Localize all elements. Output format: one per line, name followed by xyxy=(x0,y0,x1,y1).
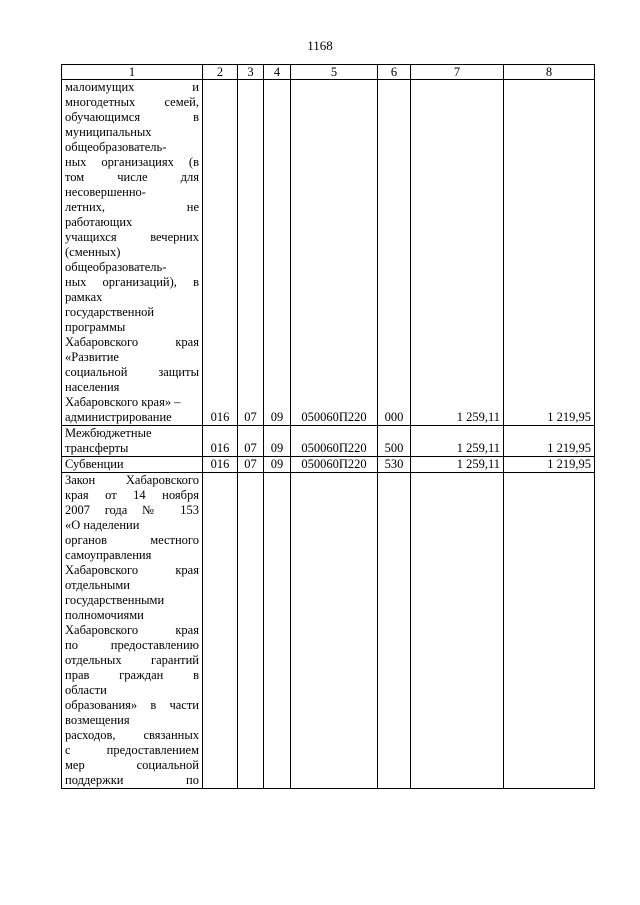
description-line: Хабаровского края xyxy=(65,563,199,577)
cell-col-6: 500 xyxy=(378,426,411,457)
description-line: государственной xyxy=(65,305,155,319)
col-header-6: 6 xyxy=(378,65,411,80)
cell-col-8: 1 219,95 xyxy=(504,457,595,473)
description-line: 2007 года № 153 xyxy=(65,503,199,517)
cell-col-6: 000 xyxy=(378,80,411,426)
col-header-2: 2 xyxy=(203,65,238,80)
description-line: с предоставлением xyxy=(65,743,199,757)
col-header-7: 7 xyxy=(411,65,504,80)
description-line: Хабаровского края xyxy=(65,335,199,349)
description-line: расходов, связанных xyxy=(65,728,199,742)
description-line: «Развитие xyxy=(65,350,119,364)
description-line: «О наделении xyxy=(65,518,140,532)
table-row xyxy=(62,426,595,457)
cell-col-5 xyxy=(291,473,378,789)
cell-col-6: 530 xyxy=(378,457,411,473)
cell-col-7: 1 259,11 xyxy=(411,457,504,473)
description-line: возмещения xyxy=(65,713,130,727)
description-line: администрирование xyxy=(65,410,172,424)
description-line: летних, не xyxy=(65,200,199,214)
description-line: самоуправления xyxy=(65,548,152,562)
description-line: том числе для xyxy=(65,170,199,184)
description-line: образования» в части xyxy=(65,698,199,712)
header-row xyxy=(62,65,595,80)
cell-col-4: 09 xyxy=(264,80,291,426)
description-line: обучающимся в xyxy=(65,110,199,124)
col-header-5: 5 xyxy=(291,65,378,80)
description-line: (сменных) xyxy=(65,245,121,259)
description-line: общеобразователь- xyxy=(65,140,167,154)
col-header-3: 3 xyxy=(238,65,264,80)
cell-col-3: 07 xyxy=(238,457,264,473)
cell-col-4: 09 xyxy=(264,457,291,473)
description-line: несовершенно- xyxy=(65,185,146,199)
budget-table xyxy=(61,64,595,789)
description-line: края от 14 ноября xyxy=(65,488,199,502)
description-line: программы xyxy=(65,320,126,334)
description-line: Субвенции xyxy=(65,457,124,471)
description-line: государственными xyxy=(65,593,165,607)
cell-col-5: 050060П220 xyxy=(291,80,378,426)
row-description xyxy=(62,457,203,473)
description-line: органов местного xyxy=(65,533,199,547)
cell-col-3: 07 xyxy=(238,80,264,426)
row-description xyxy=(62,80,203,426)
cell-col-3: 07 xyxy=(238,426,264,457)
cell-col-2: 016 xyxy=(203,80,238,426)
row-description xyxy=(62,473,203,789)
description-line: учащихся вечерних xyxy=(65,230,199,244)
cell-col-2: 016 xyxy=(203,426,238,457)
cell-col-2 xyxy=(203,473,238,789)
description-line: Хабаровского края xyxy=(65,623,199,637)
table-row xyxy=(62,80,595,426)
row-description xyxy=(62,426,203,457)
description-line: Закон Хабаровского xyxy=(65,473,199,487)
cell-col-8 xyxy=(504,473,595,789)
cell-col-6 xyxy=(378,473,411,789)
cell-col-2: 016 xyxy=(203,457,238,473)
cell-col-7 xyxy=(411,473,504,789)
description-line: ных организаций), в xyxy=(65,275,199,289)
description-line: Хабаровского края» – xyxy=(65,395,181,409)
cell-col-4 xyxy=(264,473,291,789)
description-line: полномочиями xyxy=(65,608,144,622)
col-header-1: 1 xyxy=(62,65,203,80)
description-line: отдельными xyxy=(65,578,130,592)
cell-col-8: 1 219,95 xyxy=(504,426,595,457)
table-row xyxy=(62,473,595,789)
description-line: поддержки по xyxy=(65,773,199,787)
cell-col-8: 1 219,95 xyxy=(504,80,595,426)
description-line: по предоставлению xyxy=(65,638,199,652)
cell-col-7: 1 259,11 xyxy=(411,80,504,426)
col-header-4: 4 xyxy=(264,65,291,80)
col-header-8: 8 xyxy=(504,65,595,80)
description-line: многодетных семей, xyxy=(65,95,199,109)
description-line: области xyxy=(65,683,107,697)
page-number: 1168 xyxy=(307,38,333,53)
description-line: работающих xyxy=(65,215,133,229)
table-row xyxy=(62,457,595,473)
description-line: ных организациях (в xyxy=(65,155,199,169)
description-line: трансферты xyxy=(65,441,129,455)
description-line: Межбюджетные xyxy=(65,426,152,440)
description-line: социальной защиты xyxy=(65,365,199,379)
cell-col-4: 09 xyxy=(264,426,291,457)
cell-col-5: 050060П220 xyxy=(291,457,378,473)
description-line: рамках xyxy=(65,290,103,304)
cell-col-3 xyxy=(238,473,264,789)
description-line: населения xyxy=(65,380,120,394)
description-line: муниципальных xyxy=(65,125,152,139)
description-line: общеобразователь- xyxy=(65,260,167,274)
description-line: малоимущих и xyxy=(65,80,199,94)
cell-col-7: 1 259,11 xyxy=(411,426,504,457)
description-line: прав граждан в xyxy=(65,668,199,682)
cell-col-5: 050060П220 xyxy=(291,426,378,457)
description-line: отдельных гарантий xyxy=(65,653,199,667)
description-line: мер социальной xyxy=(65,758,199,772)
